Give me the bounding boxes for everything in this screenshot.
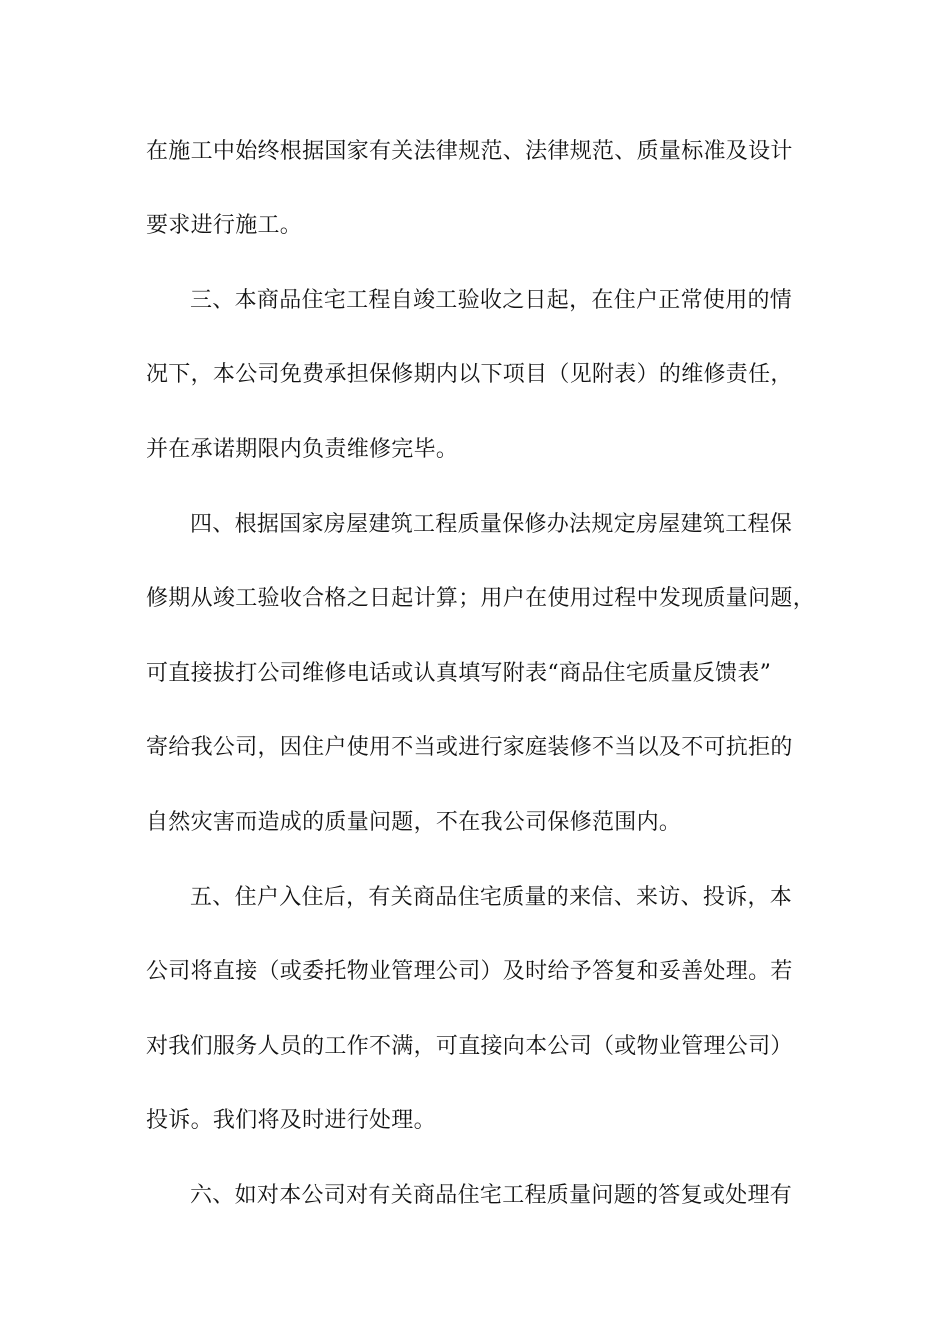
paragraph-4-start: 四、根据国家房屋建筑工程质量保修办法规定房屋建筑工程保 [190, 512, 793, 537]
text-line: 并在承诺期限内负责维修完毕。 [146, 437, 459, 462]
text-line: 要求进行施工。 [146, 213, 303, 238]
text-line: 对我们服务人员的工作不满，可直接向本公司（或物业管理公司） [146, 1034, 793, 1059]
text-line: 况下，本公司免费承担保修期内以下项目（见附表）的维修责任， [146, 362, 793, 387]
text-line: 公司将直接（或委托物业管理公司）及时给予答复和妥善处理。若 [146, 959, 793, 984]
paragraph-5-start: 五、住户入住后，有关商品住宅质量的来信、来访、投诉，本 [190, 885, 793, 910]
text-line: 可直接拔打公司维修电话或认真填写附表“商品住宅质量反馈表” [146, 661, 772, 686]
text-line: 在施工中始终根据国家有关法律规范、法律规范、质量标准及设计 [146, 139, 793, 164]
text-line: 投诉。我们将及时进行处理。 [146, 1108, 436, 1133]
text-line: 修期从竣工验收合格之日起计算；用户在使用过程中发现质量问题， [146, 586, 816, 611]
text-line: 寄给我公司，因住户使用不当或进行家庭装修不当以及不可抗拒的 [146, 735, 793, 760]
paragraph-3-start: 三、本商品住宅工程自竣工验收之日起，在住户正常使用的情 [190, 288, 793, 313]
paragraph-6-start: 六、如对本公司对有关商品住宅工程质量问题的答复或处理有 [190, 1183, 793, 1208]
text-line: 自然灾害而造成的质量问题，不在我公司保修范围内。 [146, 810, 682, 835]
